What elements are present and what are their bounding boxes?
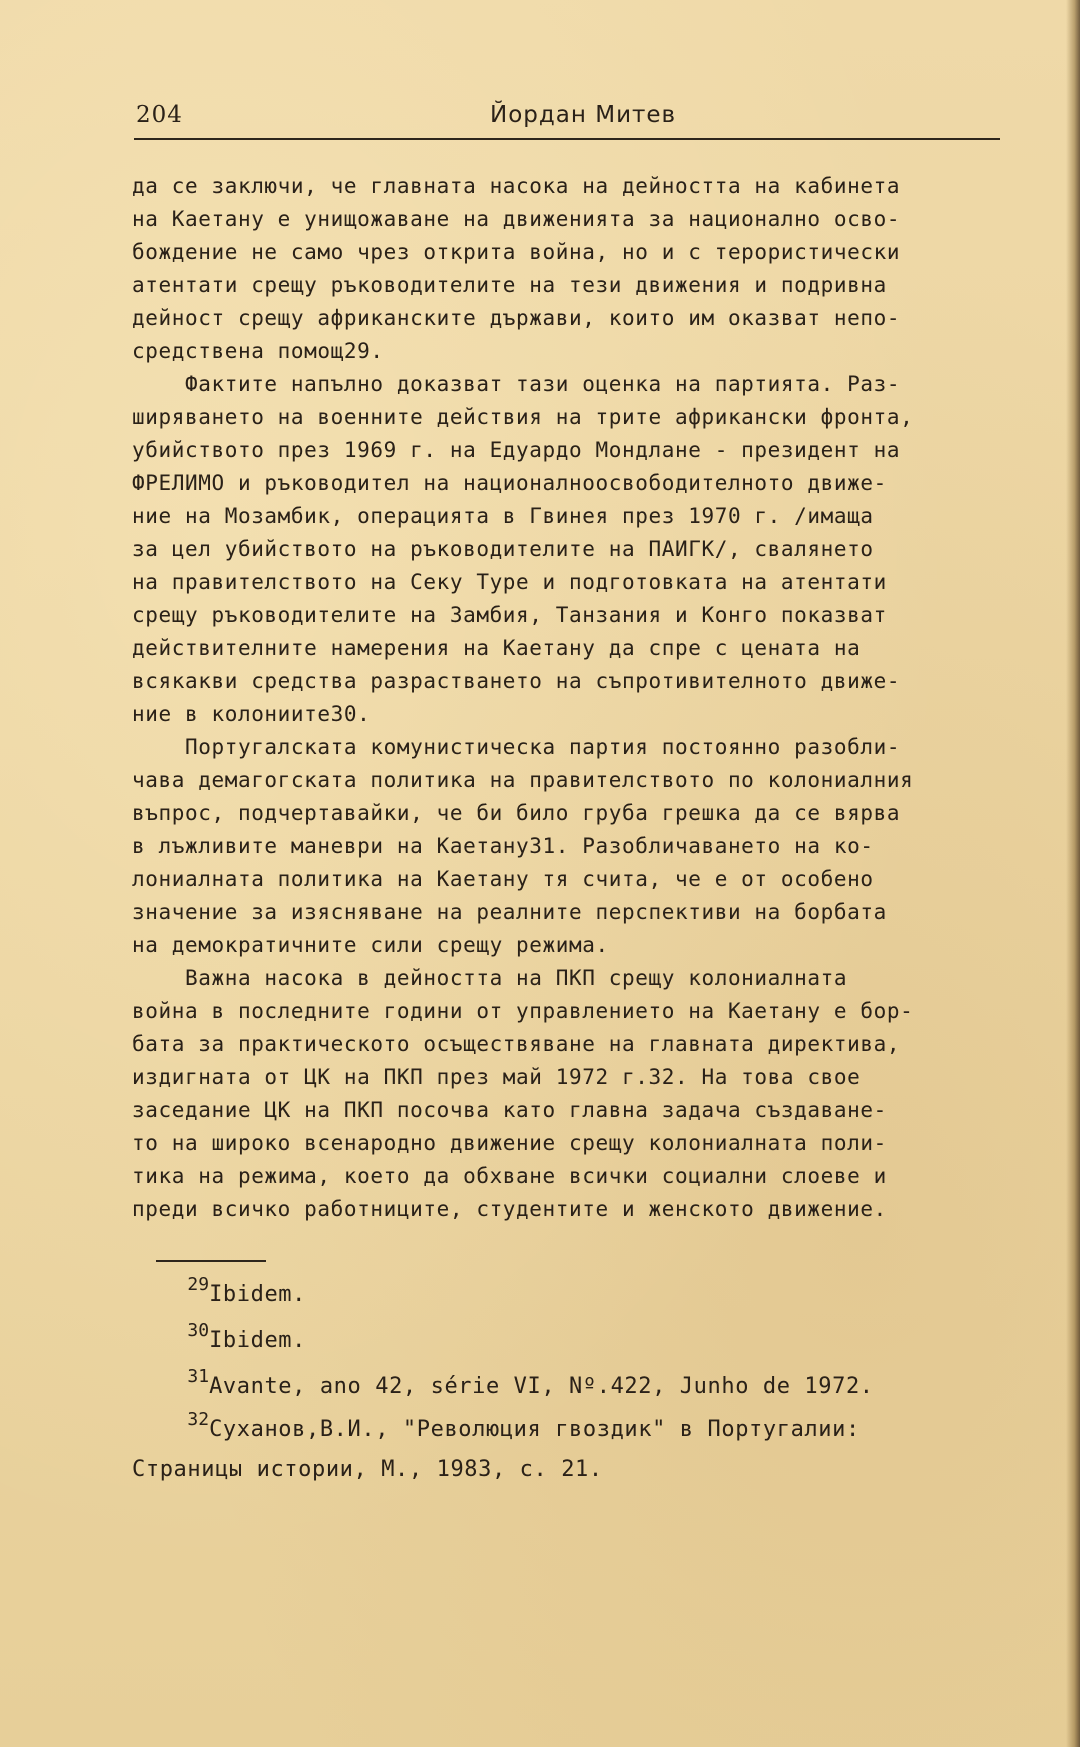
body-line: всякакви средства разрастването на съпротивителното движе-	[132, 669, 901, 693]
body-line: на демократичните сили срещу режима.	[132, 933, 609, 957]
running-header	[134, 100, 1000, 140]
body-line: заседание ЦК на ПКП посочва като главна задача създаване-	[132, 1098, 887, 1122]
body-line: значение за изясняване на реалните перспективи на борбата	[132, 900, 887, 924]
footnote-number: 29	[187, 1274, 210, 1295]
footnote-30	[132, 1318, 1032, 1364]
body-line: действителните намерения на Каетану да спре с цената на	[132, 636, 861, 660]
body-line: война в последните години от управлението на Каетану е бор-	[132, 999, 914, 1023]
footnote-31	[132, 1364, 1032, 1410]
body-line: дейност срещу африканските държави, които им оказват непо-	[132, 306, 901, 330]
body-line: бата за практическото осъществяване на главната директива,	[132, 1032, 901, 1056]
footnote-32-continuation: Страницы истории, М., 1983, с. 21.	[132, 1457, 603, 1482]
footnote-text: Ibidem.	[209, 1328, 306, 1353]
body-line: чава демагогската политика на правителството по колониалния	[132, 768, 914, 792]
footnote-divider	[156, 1260, 266, 1262]
body-line: ширяването на военните действия на трите африкански фронта,	[132, 405, 914, 429]
running-head-author: Йордан Митев	[490, 102, 677, 128]
body-line: преди всичко работниците, студентите и женското движение.	[132, 1197, 887, 1221]
body-line: средствена помощ29.	[132, 339, 384, 363]
body-line: на правителството на Секу Туре и подготовката на атентати	[132, 570, 887, 594]
body-line: ФРЕЛИМО и ръководител на националноосвободителното движе-	[132, 471, 887, 495]
body-line: да се заключи, че главната насока на дейността на кабинета	[132, 174, 901, 198]
body-line: в лъжливите маневри на Каетану31. Разобличаването на ко-	[132, 834, 874, 858]
footnote-number: 31	[187, 1366, 210, 1387]
body-line: на Каетану е унищожаване на движенията за национално осво-	[132, 207, 901, 231]
body-line: Португалската комунистическа партия постоянно разобли-	[132, 735, 901, 759]
body-line: тика на режима, което да обхване всички социални слоеве и	[132, 1164, 887, 1188]
body-line: Важна насока в дейността на ПКП срещу колониалната	[132, 966, 848, 990]
body-line: то на широко всенародно движение срещу колониалната поли-	[132, 1131, 887, 1155]
footnote-text: Суханов,В.И., "Революция гвоздик" в Португалии:	[209, 1417, 860, 1442]
footnote-number: 32	[187, 1409, 210, 1430]
body-line: ние на Мозамбик, операцията в Гвинея през 1970 г. /имаща	[132, 504, 874, 528]
page-number: 204	[136, 102, 183, 128]
body-line: издигната от ЦК на ПКП през май 1972 г.32. На това свое	[132, 1065, 861, 1089]
body-line: Фактите напълно доказват тази оценка на партията. Раз-	[132, 372, 901, 396]
footnotes	[132, 1272, 1032, 1490]
footnote-text: Ibidem.	[209, 1282, 306, 1307]
body-line: бождение не само чрез открита война, но и с терористически	[132, 240, 901, 264]
body-line: въпрос, подчертавайки, че би било груба грешка да се вярва	[132, 801, 901, 825]
body-line: за цел убийството на ръководителите на ПАИГК/, свалянето	[132, 537, 874, 561]
body-line: лониалната политика на Каетану тя счита, че е от особено	[132, 867, 874, 891]
body-text	[132, 170, 1032, 1226]
page-edge-shadow	[1066, 0, 1080, 1747]
footnote-text: Avante, ano 42, série VI, Nº.422, Junho de 1972.	[209, 1374, 874, 1399]
footnote-29	[132, 1272, 1032, 1318]
body-line: убийството през 1969 г. на Едуардо Мондлане - президент на	[132, 438, 901, 462]
body-line: ние в колониите30.	[132, 702, 371, 726]
body-line: атентати срещу ръководителите на тези движения и подривна	[132, 273, 887, 297]
footnote-32	[132, 1410, 1032, 1450]
body-line: срещу ръководителите на Замбия, Танзания и Конго показват	[132, 603, 887, 627]
footnote-number: 30	[187, 1320, 210, 1341]
